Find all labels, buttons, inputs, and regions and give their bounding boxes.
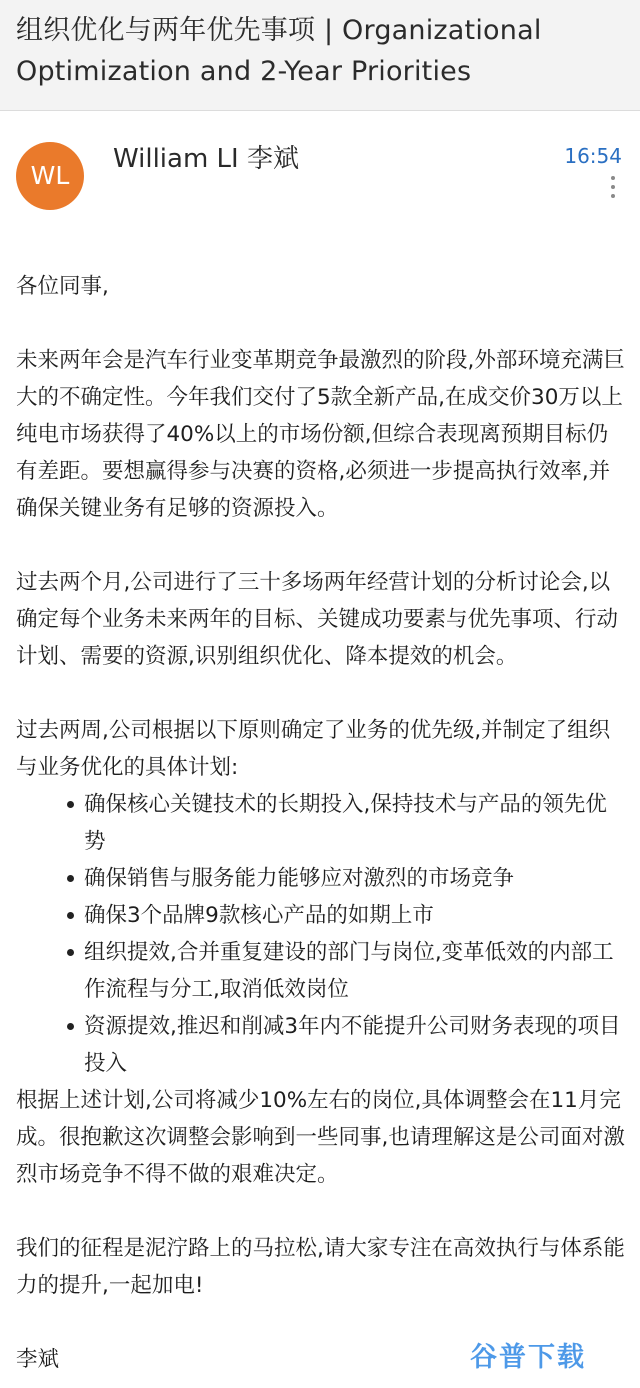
- paragraph-1: 未来两年会是汽车行业变革期竞争最激烈的阶段,外部环境充满巨大的不确定性。今年我们交付了5款全新产品,在成交价30万以上纯电市场获得了40%以上的市场份额,但综合表现离预期目标仍有差距。要想赢得参与决赛的资格,必须进一步提高执行效率,并确保关键业务有足够的资源投入。: [16, 348, 625, 521]
- signature: 李斌: [16, 1347, 60, 1372]
- more-options-icon[interactable]: [610, 176, 616, 202]
- paragraph-5: 我们的征程是泥泞路上的马拉松,请大家专注在高效执行与体系能力的提升,一起加电!: [16, 1236, 625, 1298]
- watermark-logo: 谷普下载: [470, 1342, 586, 1373]
- priority-list: [16, 786, 626, 1082]
- greeting: 各位同事,: [16, 274, 109, 299]
- sender-name[interactable]: William LI 李斌: [113, 144, 299, 174]
- list-item: 确保销售与服务能力能够应对激烈的市场竞争: [16, 860, 626, 897]
- list-item: 确保核心关键技术的长期投入,保持技术与产品的领先优势: [16, 786, 626, 860]
- avatar[interactable]: WL: [16, 142, 84, 210]
- list-item: 资源提效,推迟和削减3年内不能提升公司财务表现的项目投入: [16, 1008, 626, 1082]
- list-item: 确保3个品牌9款核心产品的如期上市: [16, 897, 626, 934]
- paragraph-4: 根据上述计划,公司将减少10%左右的岗位,具体调整会在11月完成。很抱歉这次调整会影响到一些同事,也请理解这是公司面对激烈市场竞争不得不做的艰难决定。: [16, 1088, 625, 1187]
- bullet-icon: [67, 1023, 74, 1030]
- paragraph-2: 过去两个月,公司进行了三十多场两年经营计划的分析讨论会,以确定每个业务未来两年的目标、关键成功要素与优先事项、行动计划、需要的资源,识别组织优化、降本提效的机会。: [16, 570, 619, 669]
- subject-bar: [0, 0, 640, 111]
- bullet-icon: [67, 949, 74, 956]
- email-body: [16, 268, 626, 1378]
- bullet-icon: [67, 801, 74, 808]
- list-item: 组织提效,合并重复建设的部门与岗位,变革低效的内部工作流程与分工,取消低效岗位: [16, 934, 626, 1008]
- paragraph-3: 过去两周,公司根据以下原则确定了业务的优先级,并制定了组织与业务优化的具体计划:: [16, 718, 611, 780]
- bullet-icon: [67, 875, 74, 882]
- email-subject: 组织优化与两年优先事项 | Organizational Optimization and 2-Year Priorities: [16, 15, 542, 87]
- timestamp: 16:54: [564, 144, 622, 168]
- sender-header: [0, 112, 640, 232]
- bullet-icon: [67, 912, 74, 919]
